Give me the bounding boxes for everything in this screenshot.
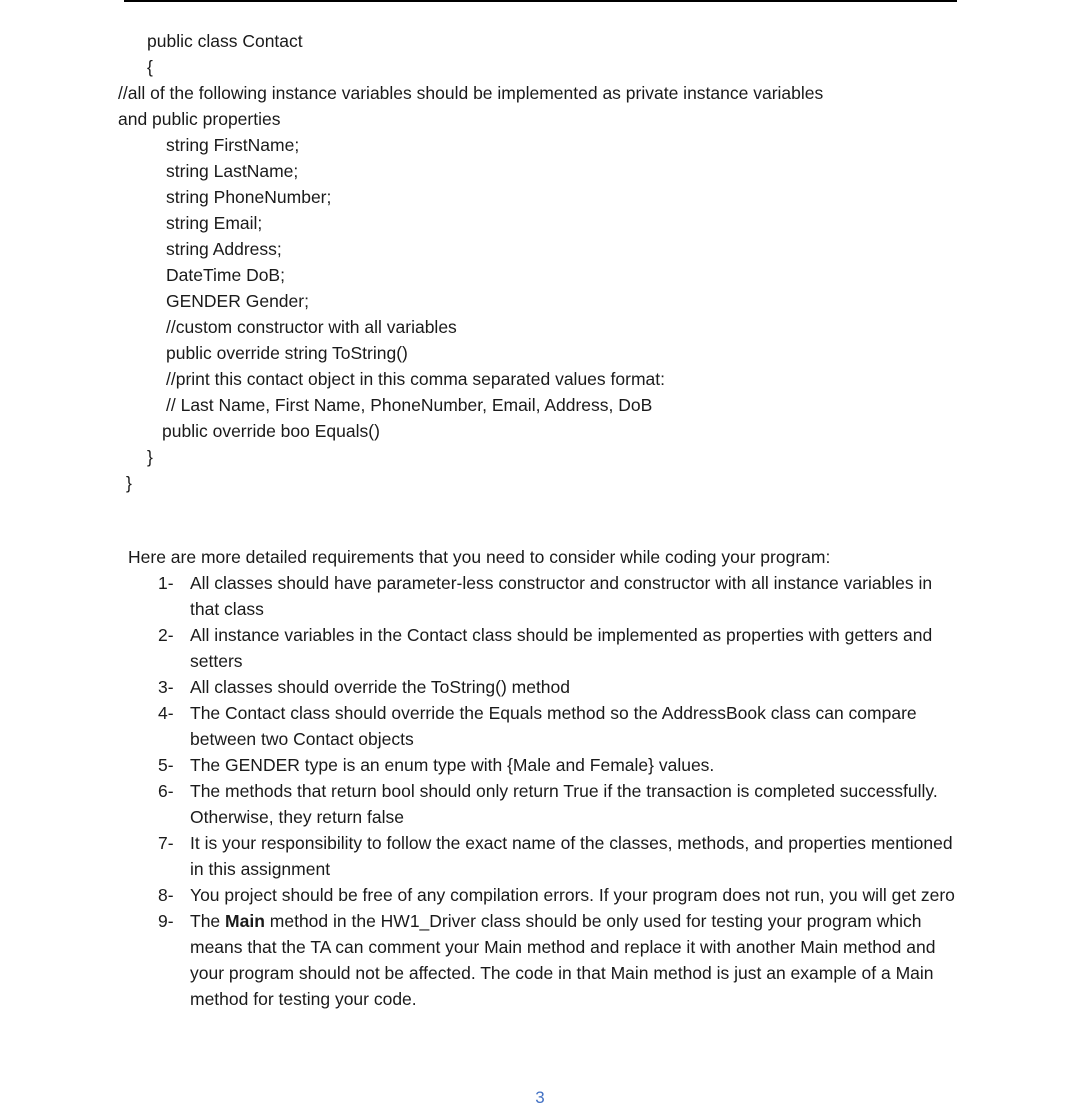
code-line: // Last Name, First Name, PhoneNumber, Email, Address, DoB [166,395,653,415]
item-text: It is your responsibility to follow the exact name of the classes, methods, and properties mentioned in this assignment [190,833,953,879]
list-item [148,674,958,700]
code-line: and public properties [118,109,281,129]
item-number: 4- [158,703,174,723]
code-line: { [147,57,153,77]
item-number: 2- [158,625,174,645]
code-line: } [147,447,153,467]
code-line: DateTime DoB; [166,265,285,285]
item-number: 1- [158,573,174,593]
item-text: All classes should override the ToString() method [190,677,571,697]
list-item [148,570,958,622]
item-text-after: method in the HW1_Driver class should be only used for testing your program which means that the TA can comment your Main method and replace it with another Main method and your program should not be affected. The code in that Main method is just an example of a Main method for testing your code. [190,911,936,1009]
item-text: The Contact class should override the Equals method so the AddressBook class can compare between two Contact objects [190,703,917,749]
item-number: 9- [158,911,174,931]
item-number: 7- [158,833,174,853]
item-text-before: The [190,911,226,931]
item-text: The GENDER type is an enum type with {Male and Female} values. [190,755,715,775]
requirements-intro: Here are more detailed requirements that you need to consider while coding your program: [128,547,831,567]
item-number: 3- [158,677,174,697]
code-line: public override string ToString() [166,343,408,363]
code-line: string FirstName; [166,135,300,155]
list-item [148,830,958,882]
code-line: GENDER Gender; [166,291,309,311]
item-text [190,911,935,1009]
list-item [148,908,958,1012]
list-item [148,700,958,752]
code-line: public override boo Equals() [162,421,380,441]
item-text: The methods that return bool should only return True if the transaction is completed successfully. Otherwise, they return false [190,781,938,827]
code-line: //print this contact object in this comma separated values format: [166,369,665,389]
list-item [148,882,958,908]
list-item [148,622,958,674]
code-line: string LastName; [166,161,299,181]
item-number: 5- [158,755,174,775]
code-line: public class Contact [147,31,303,51]
code-line: string PhoneNumber; [166,187,332,207]
code-line: string Address; [166,239,282,259]
list-item [148,752,958,778]
item-text: All instance variables in the Contact class should be implemented as properties with getters and setters [190,625,933,671]
item-text: All classes should have parameter-less constructor and constructor with all instance variables in that class [190,573,933,619]
item-number: 8- [158,885,174,905]
code-line: } [126,473,132,493]
list-item [148,778,958,830]
top-rule [124,0,957,2]
requirements-list [148,570,958,1012]
item-text: You project should be free of any compilation errors. If your program does not run, you will get zero [190,885,955,905]
item-number: 6- [158,781,174,801]
code-line: //custom constructor with all variables [166,317,457,337]
page-number: 3 [535,1088,545,1107]
main-keyword: Main [225,911,265,931]
code-line: //all of the following instance variables should be implemented as private instance variables [118,83,824,103]
code-line: string Email; [166,213,263,233]
